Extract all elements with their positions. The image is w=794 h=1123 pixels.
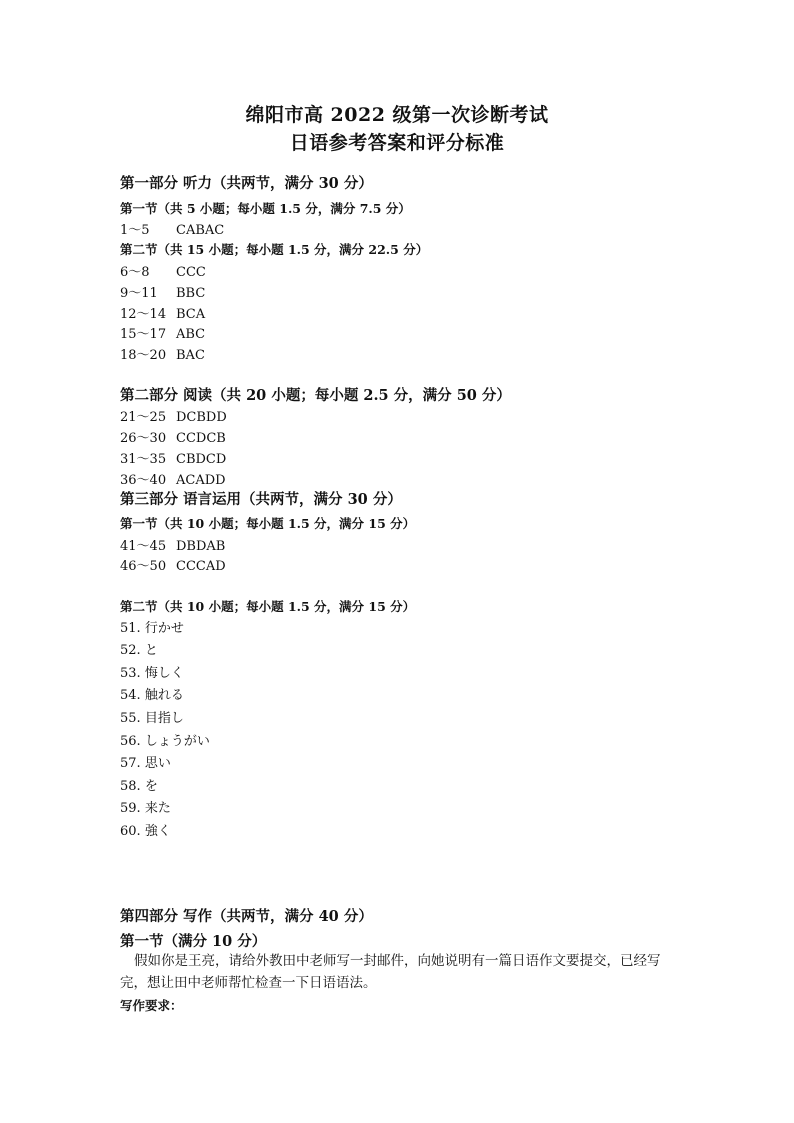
answer-range: 41～45	[120, 539, 167, 554]
answer-number: 54.	[120, 688, 141, 703]
answer-number: 51.	[120, 621, 141, 636]
answer-value: 目指し	[144, 711, 184, 726]
document-subtitle: 日语参考答案和评分标准	[289, 132, 505, 154]
answer-row	[120, 797, 171, 816]
answer-value: 強く	[144, 824, 171, 839]
answer-row	[120, 303, 205, 322]
document-title: 绵阳市高 2022 级第一次诊断考试	[245, 104, 549, 126]
answer-range: 46～50	[120, 559, 167, 574]
answer-number: 60.	[120, 824, 141, 839]
writing-requirements-label: 写作要求：	[120, 998, 183, 1013]
answer-row	[120, 344, 205, 363]
answer-range: 1～5	[120, 223, 150, 238]
answer-value: BBC	[176, 286, 206, 301]
part3-section2-heading: 第二节（共 10 小题；每小题 1.5 分，满分 15 分）	[120, 599, 416, 614]
answer-number: 52.	[120, 643, 141, 658]
answer-range: 31～35	[120, 452, 167, 467]
answer-range: 6～8	[120, 265, 150, 280]
answer-value: CCC	[176, 265, 206, 280]
answer-value: 触れる	[144, 688, 184, 703]
answer-row	[120, 775, 158, 794]
answer-value: 悔しく	[144, 666, 184, 681]
answer-row	[120, 639, 158, 658]
part2-heading: 第二部分 阅读（共 20 小题；每小题 2.5 分，满分 50 分）	[120, 387, 511, 404]
answer-row	[120, 219, 224, 238]
answer-range: 18～20	[120, 348, 167, 363]
answer-value: CBDCD	[176, 452, 227, 467]
answer-value: と	[144, 643, 158, 658]
answer-value: ABC	[176, 327, 206, 342]
answer-value: 思い	[144, 756, 171, 771]
answer-value: 行かせ	[144, 621, 184, 636]
answer-value: ACADD	[176, 473, 226, 488]
answer-row	[120, 323, 205, 342]
answer-number: 53.	[120, 666, 141, 681]
answer-value: DBDAB	[176, 539, 226, 554]
answer-row	[120, 535, 225, 554]
answer-row	[120, 261, 206, 280]
answer-range: 12～14	[120, 307, 167, 322]
part4-section1-heading: 第一节（满分 10 分）	[120, 933, 267, 950]
answer-range: 9～11	[120, 286, 158, 301]
answer-value: 来た	[144, 801, 171, 816]
answer-value: CABAC	[176, 223, 225, 238]
answer-row	[120, 448, 226, 467]
answer-value: しょうがい	[144, 734, 210, 749]
answer-row	[120, 617, 184, 636]
answer-range: 36～40	[120, 473, 167, 488]
answer-range: 26～30	[120, 431, 167, 446]
answer-number: 57.	[120, 756, 141, 771]
answer-value: BCA	[176, 307, 206, 322]
answer-row	[120, 684, 184, 703]
answer-value: DCBDD	[176, 410, 227, 425]
answer-row	[120, 427, 226, 446]
answer-number: 56.	[120, 734, 141, 749]
part3-section1-heading: 第一节（共 10 小题；每小题 1.5 分，满分 15 分）	[120, 516, 416, 531]
answer-row	[120, 282, 205, 301]
answer-number: 58.	[120, 779, 141, 794]
answer-range: 15～17	[120, 327, 167, 342]
answer-row	[120, 469, 226, 488]
answer-row	[120, 730, 210, 749]
answer-row	[120, 752, 171, 771]
part1-section1-heading: 第一节（共 5 小题；每小题 1.5 分，满分 7.5 分）	[120, 201, 411, 216]
answer-value: CCCAD	[176, 559, 226, 574]
part4-heading: 第四部分 写作（共两节，满分 40 分）	[120, 908, 373, 925]
answer-value: CCDCB	[176, 431, 226, 446]
answer-row	[120, 820, 171, 839]
writing-prompt: 假如你是王亮，请给外教田中老师写一封邮件，向她说明有一篇日语作文要提交，已经写完，想让田中老师帮忙检查一下日语语法。	[120, 953, 661, 991]
answer-number: 55.	[120, 711, 141, 726]
answer-row	[120, 662, 184, 681]
answer-range: 21～25	[120, 410, 167, 425]
part1-section2-heading: 第二节（共 15 小题；每小题 1.5 分，满分 22.5 分）	[120, 242, 429, 257]
answer-value: を	[144, 779, 158, 794]
part3-heading: 第三部分 语言运用（共两节，满分 30 分）	[120, 491, 402, 508]
answer-row	[120, 707, 184, 726]
part1-heading: 第一部分 听力（共两节，满分 30 分）	[120, 175, 373, 192]
answer-value: BAC	[176, 348, 205, 363]
answer-row	[120, 406, 227, 425]
answer-number: 59.	[120, 801, 141, 816]
answer-row	[120, 555, 226, 574]
